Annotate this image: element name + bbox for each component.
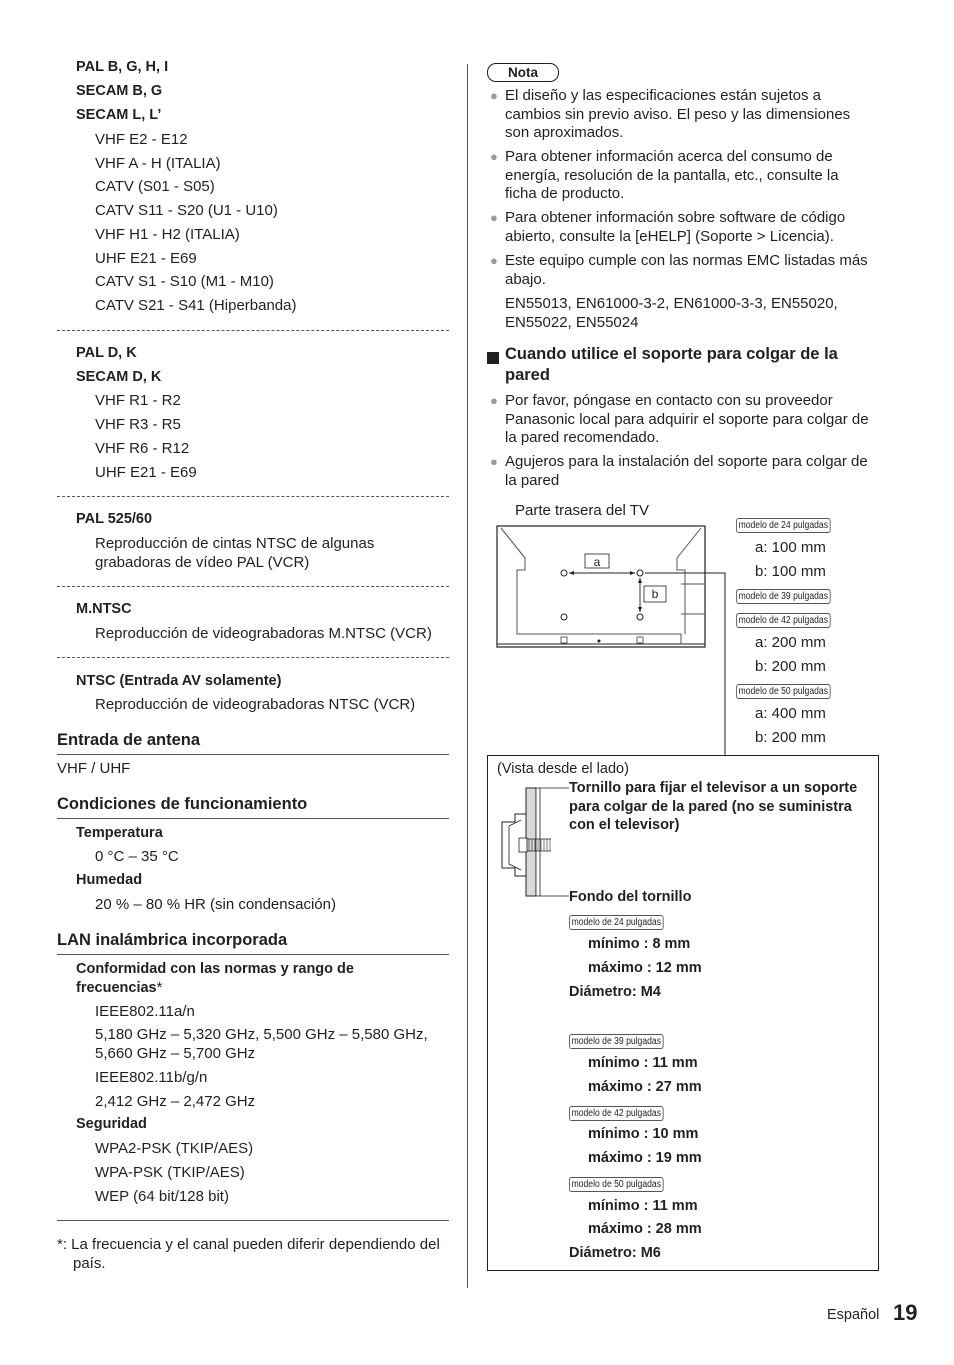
footnote: *: La frecuencia y el canal pueden diferir dependiendo del país. [57,1236,440,1272]
section-rule [57,954,449,955]
bullet-icon: ● [490,393,498,408]
model-tag-50: modelo de 50 pulgadas [736,684,831,699]
bullet-icon: ● [490,210,498,225]
lan-conf-text: Conformidad con las normas y rango de frecuencias [76,961,354,996]
screw-min: mínimo : 8 mm [588,936,691,952]
lan-item: 5,180 GHz – 5,320 GHz, 5,500 GHz – 5,580 GHz, 5,660 GHz – 5,700 GHz [95,1026,428,1062]
screw-min: mínimo : 10 mm [588,1126,699,1142]
screw-min: mínimo : 11 mm [588,1198,698,1214]
channel-item: CATV S1 - S10 (M1 - M10) [95,273,274,290]
lan-item: 2,412 GHz – 2,472 GHz [95,1093,256,1110]
hum-label: Humedad [76,872,143,888]
system-desc: Reproducción de cintas NTSC de algunas grabadoras de vídeo PAL (VCR) [95,535,375,571]
note-item: El diseño y las especificaciones están sujetos a cambios sin previo aviso. El peso y las dimensiones son aproximados. [505,87,851,141]
soporte-item: Agujeros para la instalación del soporte para colgar de la pared [505,453,868,489]
lan-item: IEEE802.11b/g/n [95,1069,208,1086]
system-pal-bghi: PAL B, G, H, I [76,59,169,75]
hum-value: 20 % – 80 % HR (sin condensación) [95,896,336,913]
channel-item: CATV (S01 - S05) [95,178,215,195]
model-tag-42: modelo de 42 pulgadas [736,613,831,628]
system-desc: Reproducción de videograbadoras NTSC (VCR) [95,696,416,713]
channel-item: VHF R3 - R5 [95,416,181,433]
screw-max: máximo : 27 mm [588,1079,702,1095]
hole-spec: b: 200 mm [755,658,826,675]
seg-item: WPA-PSK (TKIP/AES) [95,1164,245,1181]
hole-spec: b: 100 mm [755,563,826,580]
nota-badge: Nota [487,63,559,82]
model-tag-24: modelo de 24 pulgadas [736,518,831,533]
soporte-item: Por favor, póngase en contacto con su proveedor Panasonic local para adquirir el soporte para colgar de la pared recomendado. [505,392,869,446]
model-tag-39: modelo de 39 pulgadas [736,589,831,604]
emc-list: EN55013, EN61000-3-2, EN61000-3-3, EN55020, EN55022, EN55024 [505,295,838,331]
footnote-mark: * [156,979,163,996]
hole-spec: a: 100 mm [755,539,826,556]
channel-item: VHF H1 - H2 (ITALIA) [95,226,240,243]
channel-item: CATV S21 - S41 (Hiperbanda) [95,297,297,314]
column-divider [467,64,468,1288]
system-pal-525: PAL 525/60 [76,511,153,527]
footnote-rule [57,1220,449,1221]
page-number: 19 [893,1300,918,1325]
channel-item: UHF E21 - E69 [95,250,197,267]
screw-diameter: Diámetro: M6 [569,1245,661,1261]
system-secam-ll: SECAM L, L’ [76,107,162,123]
hole-spec: a: 400 mm [755,705,826,722]
bullet-icon: ● [490,88,498,103]
seg-item: WEP (64 bit/128 bit) [95,1188,229,1205]
divider [57,330,449,331]
note-item: Para obtener información sobre software de código abierto, consulte la [eHELP] (Soporte > Licencia). [505,209,846,245]
screw-max: máximo : 12 mm [588,960,702,976]
dimension-b-label: b [651,587,659,601]
section-rule [57,818,449,819]
system-mntsc: M.NTSC [76,601,132,617]
channel-item: VHF E2 - E12 [95,131,188,148]
section-square-icon [487,352,499,364]
channel-item: VHF A - H (ITALIA) [95,155,221,172]
dimension-a-label: a [593,555,601,569]
footer-language: Español [827,1307,880,1323]
divider [57,496,449,497]
fondo-label: Fondo del tornillo [569,889,692,905]
section-rule [57,754,449,755]
seg-item: WPA2-PSK (TKIP/AES) [95,1140,254,1157]
screw-diameter: Diámetro: M4 [569,984,661,1000]
divider [57,586,449,587]
note-item: Para obtener información acerca del consumo de energía, resolución de la pantalla, etc., consulte la ficha de producto. [505,148,839,202]
seg-label: Seguridad [76,1116,147,1132]
channel-item: CATV S11 - S20 (U1 - U10) [95,202,278,219]
note-item: Este equipo cumple con las normas EMC listadas más abajo. [505,252,868,288]
system-secam-dk: SECAM D, K [76,369,162,385]
temp-label: Temperatura [76,825,163,841]
section-title-antena: Entrada de antena [57,731,201,749]
divider [57,657,449,658]
model-tag-24: modelo de 24 pulgadas [569,915,664,930]
section-title-condiciones: Condiciones de funcionamiento [57,795,308,813]
system-pal-dk: PAL D, K [76,345,137,361]
antena-value: VHF / UHF [57,760,131,777]
system-desc: Reproducción de videograbadoras M.NTSC (VCR) [95,625,432,642]
bullet-icon: ● [490,253,498,268]
section-title-lan: LAN inalámbrica incorporada [57,931,288,949]
channel-item: VHF R6 - R12 [95,440,190,457]
model-tag-50: modelo de 50 pulgadas [569,1177,664,1192]
screw-max: máximo : 28 mm [588,1221,702,1237]
rear-label: Parte trasera del TV [515,502,649,519]
screw-max: máximo : 19 mm [588,1150,702,1166]
tornillo-text: Tornillo para fijar el televisor a un soporte para colgar de la pared (no se suministra con el televisor) [569,780,858,833]
system-secam-bg: SECAM B, G [76,83,163,99]
bullet-icon: ● [490,149,498,164]
temp-value: 0 °C – 35 °C [95,848,179,865]
screw-side-diagram [499,784,571,900]
hole-spec: a: 200 mm [755,634,826,651]
soporte-title: Cuando utilice el soporte para colgar de la pared [505,345,838,384]
channel-item: VHF R1 - R2 [95,392,181,409]
channel-item: UHF E21 - E69 [95,464,197,481]
side-view-label: (Vista desde el lado) [497,761,629,777]
bullet-icon: ● [490,454,498,469]
lan-item: IEEE802.11a/n [95,1003,195,1020]
system-ntsc: NTSC (Entrada AV solamente) [76,673,282,689]
model-tag-42: modelo de 42 pulgadas [569,1106,664,1121]
tv-rear-diagram [495,524,735,756]
hole-spec: b: 200 mm [755,729,826,746]
model-tag-39: modelo de 39 pulgadas [569,1034,664,1049]
lan-conf-label [76,960,416,997]
screw-min: mínimo : 11 mm [588,1055,698,1071]
